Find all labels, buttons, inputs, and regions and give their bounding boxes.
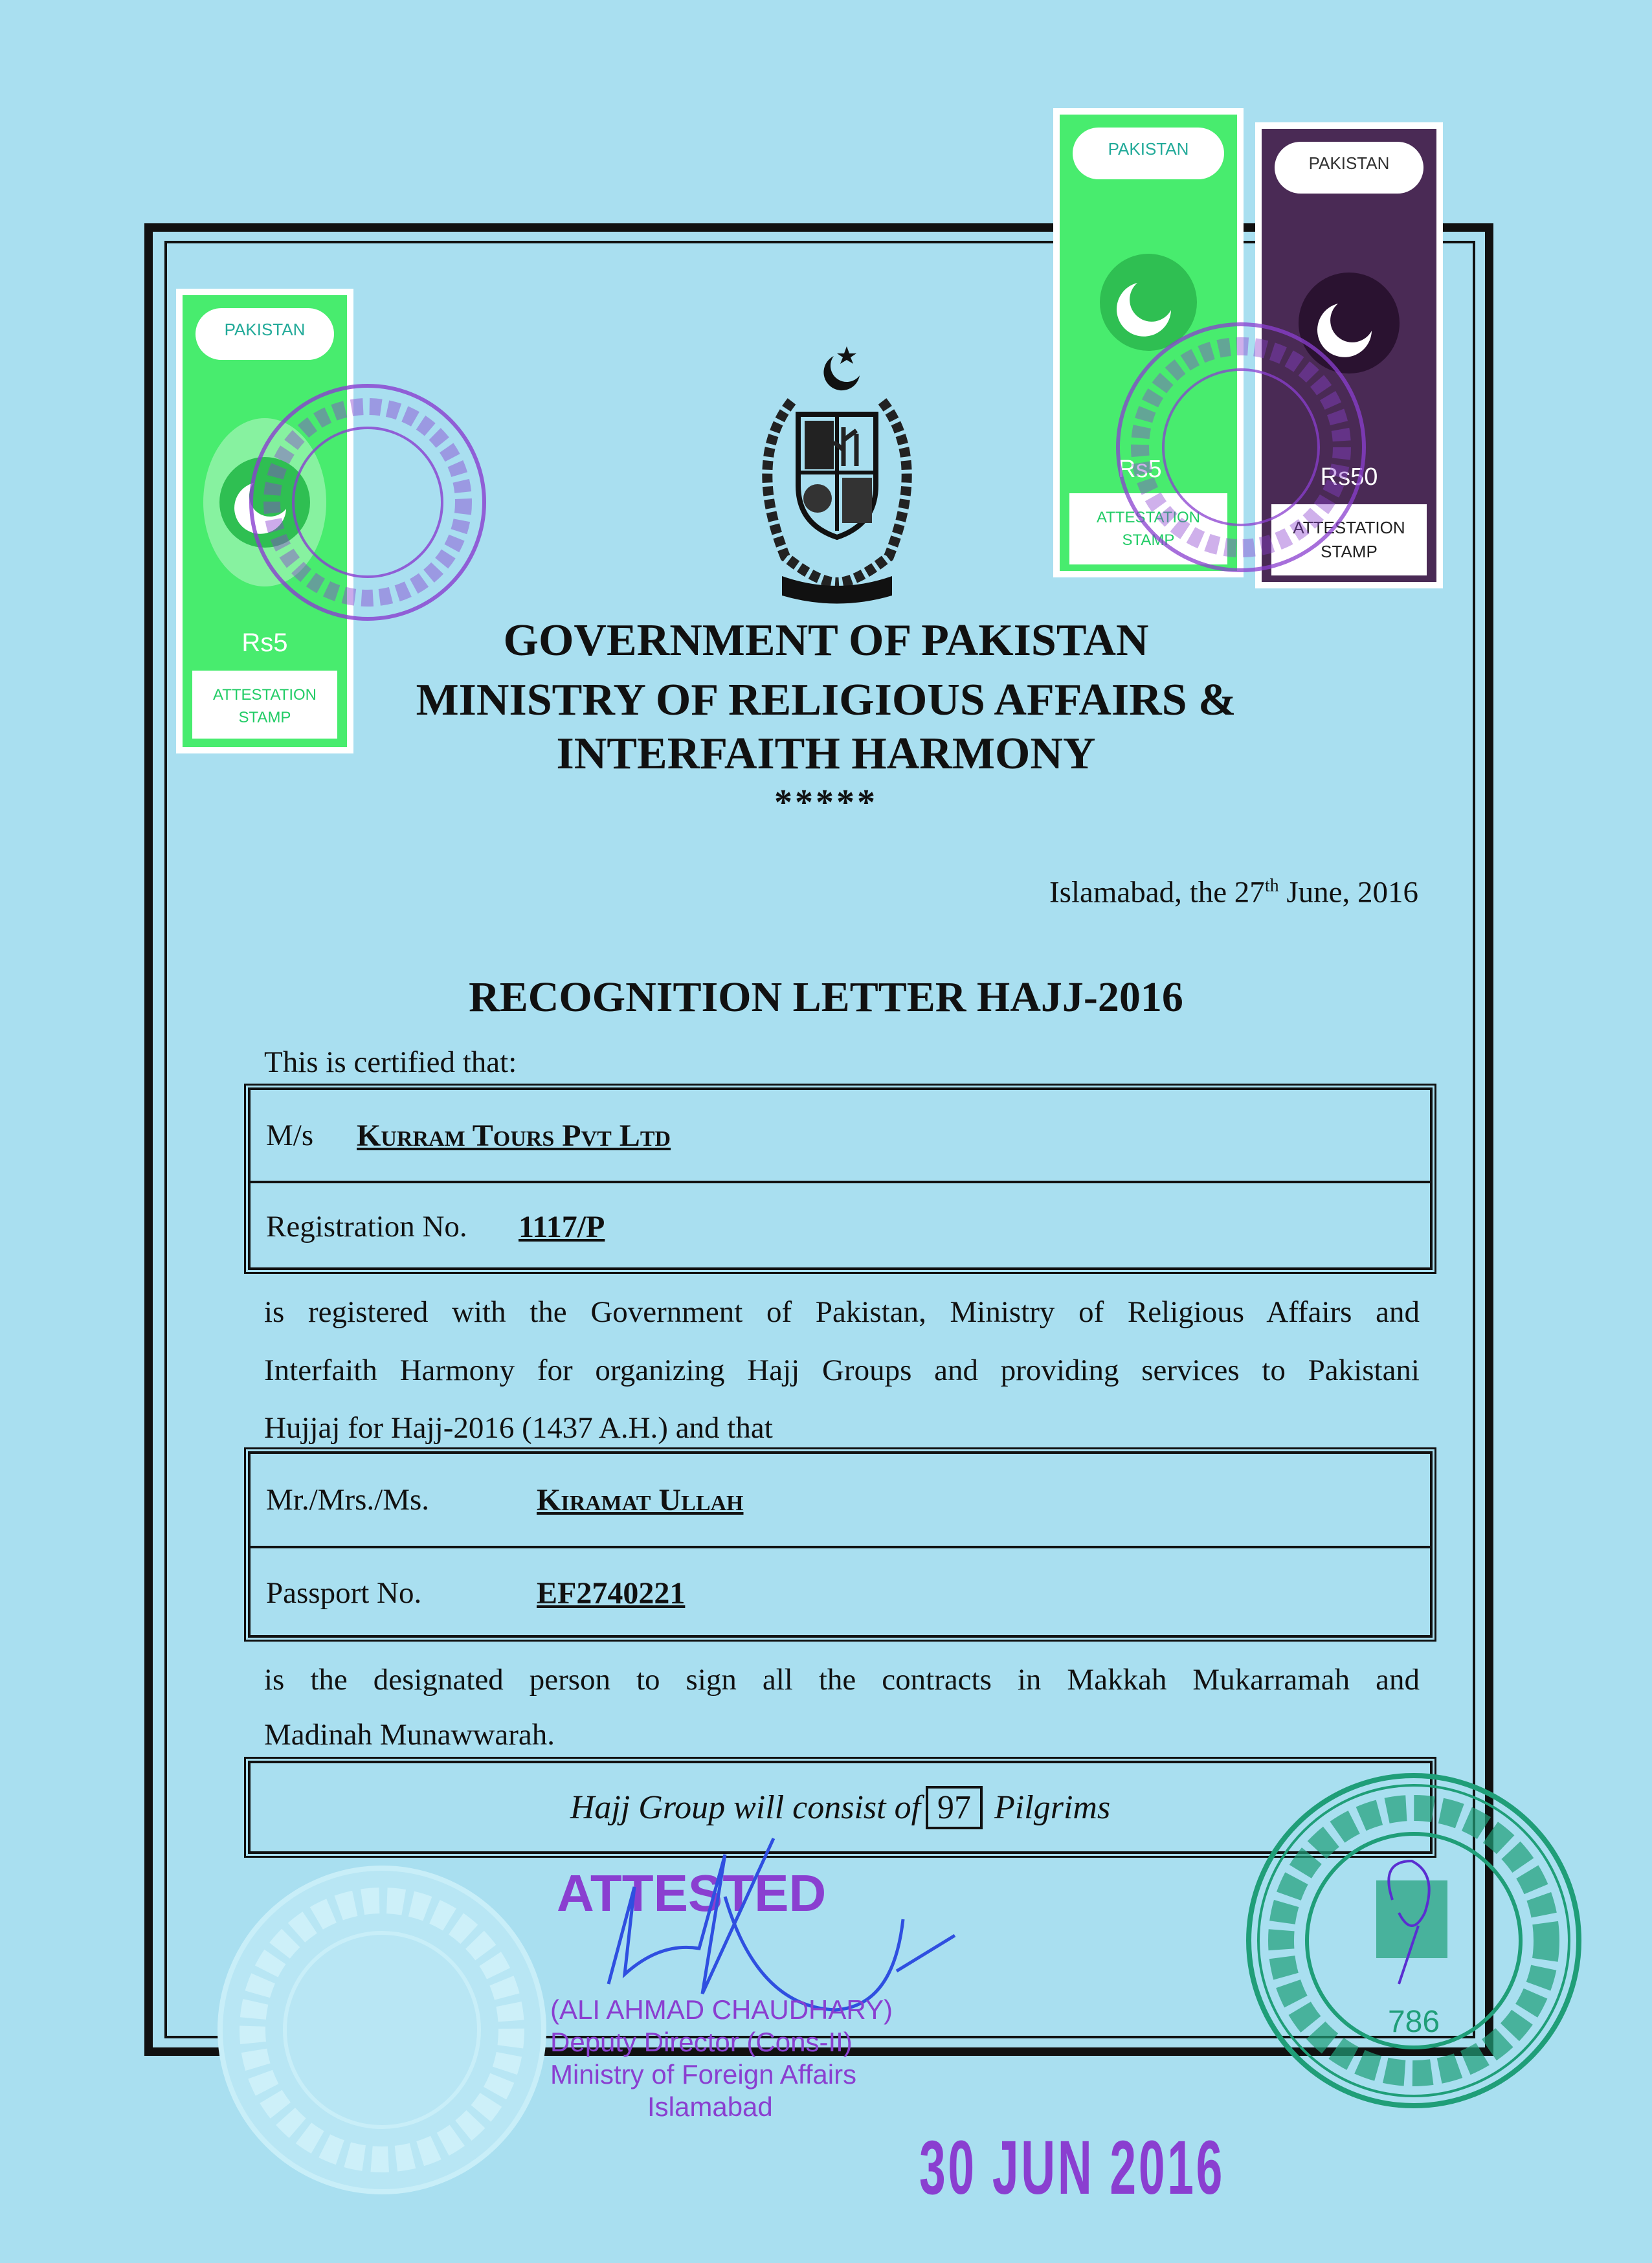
header-separator: ***** <box>774 783 878 823</box>
header-government: GOVERNMENT OF PAKISTAN <box>503 616 1149 665</box>
svg-text:STAMP: STAMP <box>238 709 291 726</box>
officer-name: (ALI AHMAD CHAUDHARY) <box>550 1994 893 2025</box>
paragraph1-line3: Hujjaj for Hajj-2016 (1437 A.H.) and that <box>264 1411 773 1445</box>
paragraph2-line1: is the designated person to sign all the contracts in Makkah Mukarramah and <box>264 1663 1420 1697</box>
officer-stamp-text <box>550 1994 893 2123</box>
date-stamp: 30 JUN 2016 <box>919 2125 1225 2211</box>
person-table <box>248 1451 1433 1638</box>
company-row <box>251 1090 1430 1183</box>
group-suffix: Pilgrims <box>994 1789 1111 1826</box>
registration-row <box>251 1183 1430 1270</box>
officer-city: Islamabad <box>647 2091 773 2122</box>
svg-text:STAMP: STAMP <box>1321 542 1378 561</box>
registration-value: 1117/P <box>519 1209 605 1244</box>
person-value: Kiramat Ullah <box>537 1482 744 1517</box>
svg-text:STAMP: STAMP <box>1122 531 1175 549</box>
date-line <box>1049 877 1418 908</box>
company-value: Kurram Tours Pvt Ltd <box>357 1118 671 1153</box>
officer-ministry: Ministry of Foreign Affairs <box>550 2059 857 2090</box>
passport-label: Passport No. <box>266 1576 422 1610</box>
person-row <box>251 1454 1430 1548</box>
company-table <box>248 1087 1433 1270</box>
officer-title: Deputy Director (Cons-II) <box>550 2027 853 2057</box>
passport-value: EF2740221 <box>537 1576 686 1611</box>
group-prefix: Hajj Group will consist of <box>570 1789 921 1826</box>
letter-title: RECOGNITION LETTER HAJJ-2016 <box>469 974 1183 1021</box>
header-ministry: MINISTRY OF RELIGIOUS AFFAIRS & <box>416 675 1236 725</box>
state-emblem <box>720 343 954 618</box>
svg-text:ATTESTATION: ATTESTATION <box>1097 509 1200 526</box>
intro-text: This is certified that: <box>264 1045 517 1079</box>
religious-affairs-seal <box>1244 1770 1584 2114</box>
date-prefix: Islamabad, the 27 <box>1049 875 1265 909</box>
person-label: Mr./Mrs./Ms. <box>266 1483 430 1517</box>
company-label: M/s <box>266 1119 314 1152</box>
seal-number: 786 <box>1387 2005 1440 2039</box>
svg-text:ATTESTATION: ATTESTATION <box>1293 518 1405 537</box>
mofa-round-seal-left <box>245 379 491 629</box>
svg-text:PAKISTAN: PAKISTAN <box>1308 153 1390 173</box>
paragraph1-line2: Interfaith Harmony for organizing Hajj Groups and providing services to Pakistani <box>264 1354 1420 1387</box>
date-sup: th <box>1264 876 1279 896</box>
passport-row <box>251 1548 1430 1638</box>
svg-text:PAKISTAN: PAKISTAN <box>1108 139 1189 159</box>
paragraph1-line1: is registered with the Government of Pakistan, Ministry of Religious Affairs and <box>264 1295 1420 1329</box>
registration-label: Registration No. <box>266 1210 467 1243</box>
mofa-round-seal-right <box>1111 318 1370 580</box>
embossed-seal <box>216 1864 548 2199</box>
date-suffix: June, 2016 <box>1278 875 1418 909</box>
stamp-country: PAKISTAN <box>224 320 306 339</box>
group-count: 97 <box>926 1786 983 1829</box>
svg-text:Rs50: Rs50 <box>1320 463 1378 491</box>
paragraph2-line2: Madinah Munawwarah. <box>264 1718 555 1752</box>
header-interfaith: INTERFAITH HARMONY <box>556 729 1096 779</box>
svg-text:ATTESTATION: ATTESTATION <box>213 686 317 704</box>
svg-text:Rs5: Rs5 <box>1118 456 1162 483</box>
attested-label: ATTESTED <box>557 1864 827 1922</box>
svg-text:Rs5: Rs5 <box>241 629 288 657</box>
